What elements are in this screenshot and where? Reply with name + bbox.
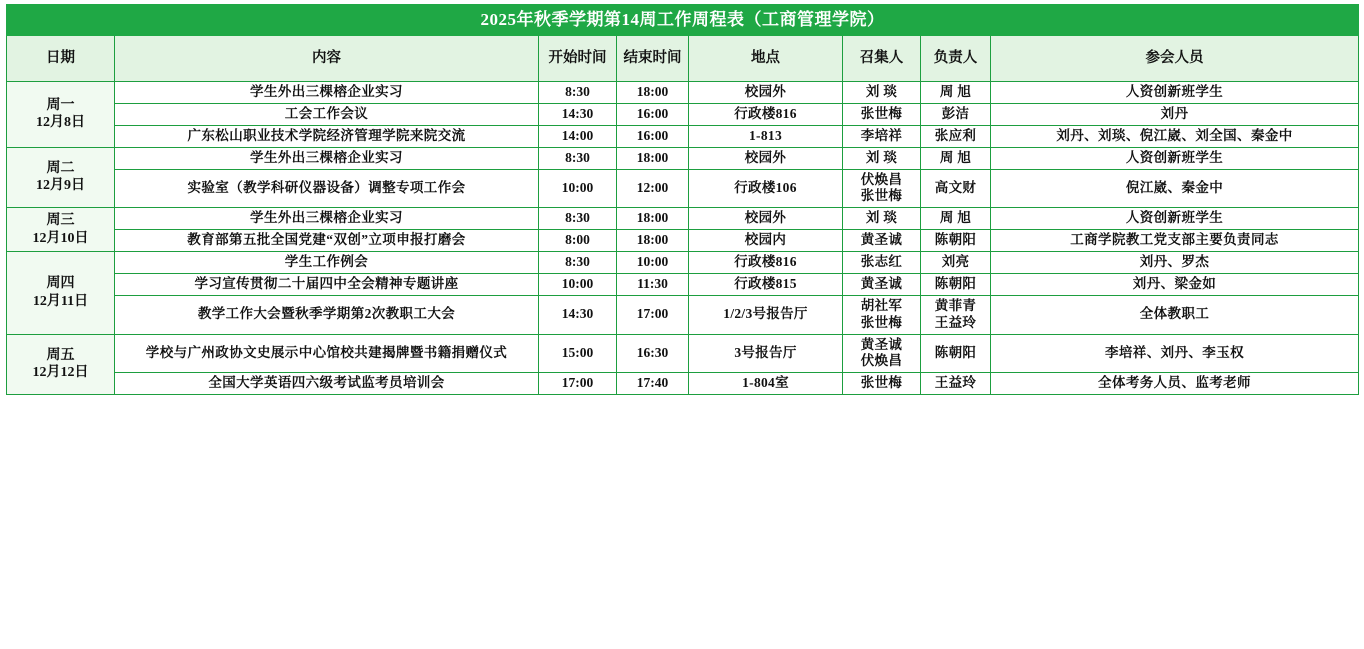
cell-end-time: 16:00	[617, 125, 689, 147]
cell-convener: 张世梅	[843, 103, 921, 125]
cell-place: 校园外	[689, 82, 843, 104]
cell-place: 3号报告厅	[689, 334, 843, 373]
day-cell	[7, 147, 115, 208]
cell-start-time: 15:00	[539, 334, 617, 373]
cell-end-time: 18:00	[617, 82, 689, 104]
table-row	[7, 208, 1359, 230]
cell-end-time: 16:30	[617, 334, 689, 373]
cell-attendees: 人资创新班学生	[991, 147, 1359, 169]
day-cell	[7, 208, 115, 252]
cell-attendees: 工商学院教工党支部主要负责同志	[991, 230, 1359, 252]
cell-attendees: 刘丹、罗杰	[991, 252, 1359, 274]
day-date: 12月8日	[36, 115, 85, 131]
cell-attendees: 李培祥、刘丹、李玉权	[991, 334, 1359, 373]
cell-responsible: 周 旭	[921, 208, 991, 230]
day-cell	[7, 252, 115, 335]
cell-place: 行政楼816	[689, 103, 843, 125]
cell-end-time: 17:00	[617, 295, 689, 334]
day-name: 周四	[46, 276, 75, 292]
cell-convener: 刘 琰	[843, 208, 921, 230]
cell-end-time: 18:00	[617, 147, 689, 169]
table-header-row	[7, 36, 1359, 82]
cell-content: 工会工作会议	[115, 103, 539, 125]
cell-responsible: 张应利	[921, 125, 991, 147]
cell-place: 校园外	[689, 208, 843, 230]
cell-attendees: 刘丹、刘琰、倪江崴、刘全国、秦金中	[991, 125, 1359, 147]
cell-start-time: 17:00	[539, 373, 617, 395]
table-row	[7, 252, 1359, 274]
cell-attendees: 人资创新班学生	[991, 208, 1359, 230]
cell-place: 校园内	[689, 230, 843, 252]
cell-end-time: 11:30	[617, 273, 689, 295]
cell-responsible: 高文财	[921, 169, 991, 208]
table-row	[7, 334, 1359, 373]
cell-convener: 黄圣诚	[843, 273, 921, 295]
cell-content: 学生工作例会	[115, 252, 539, 274]
cell-place: 1-813	[689, 125, 843, 147]
cell-responsible: 陈朝阳	[921, 230, 991, 252]
cell-content: 学生外出三棵榕企业实习	[115, 208, 539, 230]
day-date: 12月11日	[32, 293, 89, 309]
cell-attendees: 人资创新班学生	[991, 82, 1359, 104]
cell-end-time: 17:40	[617, 373, 689, 395]
cell-content: 教育部第五批全国党建“双创”立项申报打磨会	[115, 230, 539, 252]
day-date: 12月12日	[32, 365, 89, 381]
cell-content: 广东松山职业技术学院经济管理学院来院交流	[115, 125, 539, 147]
cell-content: 教学工作大会暨秋季学期第2次教职工大会	[115, 295, 539, 334]
cell-content: 学生外出三棵榕企业实习	[115, 82, 539, 104]
column-header-2: 开始时间	[539, 36, 617, 82]
cell-responsible: 刘亮	[921, 252, 991, 274]
table-title-row	[7, 5, 1359, 36]
cell-place: 校园外	[689, 147, 843, 169]
cell-end-time: 16:00	[617, 103, 689, 125]
cell-place: 行政楼106	[689, 169, 843, 208]
cell-start-time: 8:30	[539, 82, 617, 104]
cell-place: 1-804室	[689, 373, 843, 395]
day-cell	[7, 82, 115, 148]
cell-content: 学生外出三棵榕企业实习	[115, 147, 539, 169]
table-row	[7, 82, 1359, 104]
day-name: 周三	[46, 213, 75, 229]
table-row	[7, 373, 1359, 395]
cell-attendees: 全体教职工	[991, 295, 1359, 334]
cell-attendees: 刘丹、梁金如	[991, 273, 1359, 295]
cell-attendees: 刘丹	[991, 103, 1359, 125]
cell-end-time: 18:00	[617, 208, 689, 230]
column-header-7: 参会人员	[991, 36, 1359, 82]
cell-content: 学校与广州政协文史展示中心馆校共建揭牌暨书籍捐赠仪式	[115, 334, 539, 373]
table-row	[7, 230, 1359, 252]
cell-start-time: 14:30	[539, 103, 617, 125]
cell-convener: 刘 琰	[843, 147, 921, 169]
cell-end-time: 18:00	[617, 230, 689, 252]
table-row	[7, 147, 1359, 169]
cell-convener: 张世梅	[843, 373, 921, 395]
table-row	[7, 273, 1359, 295]
cell-start-time: 10:00	[539, 273, 617, 295]
cell-responsible: 周 旭	[921, 82, 991, 104]
cell-convener: 胡社军 张世梅	[843, 295, 921, 334]
cell-content: 全国大学英语四六级考试监考员培训会	[115, 373, 539, 395]
cell-convener: 刘 琰	[843, 82, 921, 104]
column-header-1: 内容	[115, 36, 539, 82]
cell-start-time: 10:00	[539, 169, 617, 208]
cell-responsible: 陈朝阳	[921, 334, 991, 373]
column-header-5: 召集人	[843, 36, 921, 82]
cell-attendees: 全体考务人员、监考老师	[991, 373, 1359, 395]
table-row	[7, 169, 1359, 208]
cell-responsible: 陈朝阳	[921, 273, 991, 295]
cell-end-time: 10:00	[617, 252, 689, 274]
cell-start-time: 8:30	[539, 208, 617, 230]
cell-responsible: 彭洁	[921, 103, 991, 125]
cell-content: 学习宣传贯彻二十届四中全会精神专题讲座	[115, 273, 539, 295]
table-row	[7, 295, 1359, 334]
cell-start-time: 14:30	[539, 295, 617, 334]
day-name: 周一	[46, 97, 75, 113]
day-name: 周二	[46, 160, 75, 176]
cell-start-time: 8:00	[539, 230, 617, 252]
cell-end-time: 12:00	[617, 169, 689, 208]
cell-responsible: 周 旭	[921, 147, 991, 169]
column-header-0: 日期	[7, 36, 115, 82]
column-header-6: 负责人	[921, 36, 991, 82]
cell-start-time: 8:30	[539, 147, 617, 169]
day-date: 12月10日	[32, 230, 89, 246]
table-row	[7, 103, 1359, 125]
day-date: 12月9日	[36, 178, 85, 194]
weekly-schedule-table	[6, 4, 1359, 395]
page-title: 2025年秋季学期第14周工作周程表（工商管理学院）	[7, 5, 1359, 36]
cell-responsible: 王益玲	[921, 373, 991, 395]
cell-convener: 张志红	[843, 252, 921, 274]
cell-attendees: 倪江崴、秦金中	[991, 169, 1359, 208]
cell-place: 行政楼816	[689, 252, 843, 274]
column-header-3: 结束时间	[617, 36, 689, 82]
cell-convener: 伏焕昌 张世梅	[843, 169, 921, 208]
cell-responsible: 黄菲青 王益玲	[921, 295, 991, 334]
cell-start-time: 14:00	[539, 125, 617, 147]
column-header-4: 地点	[689, 36, 843, 82]
cell-convener: 李培祥	[843, 125, 921, 147]
day-cell	[7, 334, 115, 395]
cell-start-time: 8:30	[539, 252, 617, 274]
day-name: 周五	[46, 347, 75, 363]
cell-place: 1/2/3号报告厅	[689, 295, 843, 334]
cell-convener: 黄圣诚 伏焕昌	[843, 334, 921, 373]
table-row	[7, 125, 1359, 147]
cell-place: 行政楼815	[689, 273, 843, 295]
cell-content: 实验室（教学科研仪器设备）调整专项工作会	[115, 169, 539, 208]
cell-convener: 黄圣诚	[843, 230, 921, 252]
